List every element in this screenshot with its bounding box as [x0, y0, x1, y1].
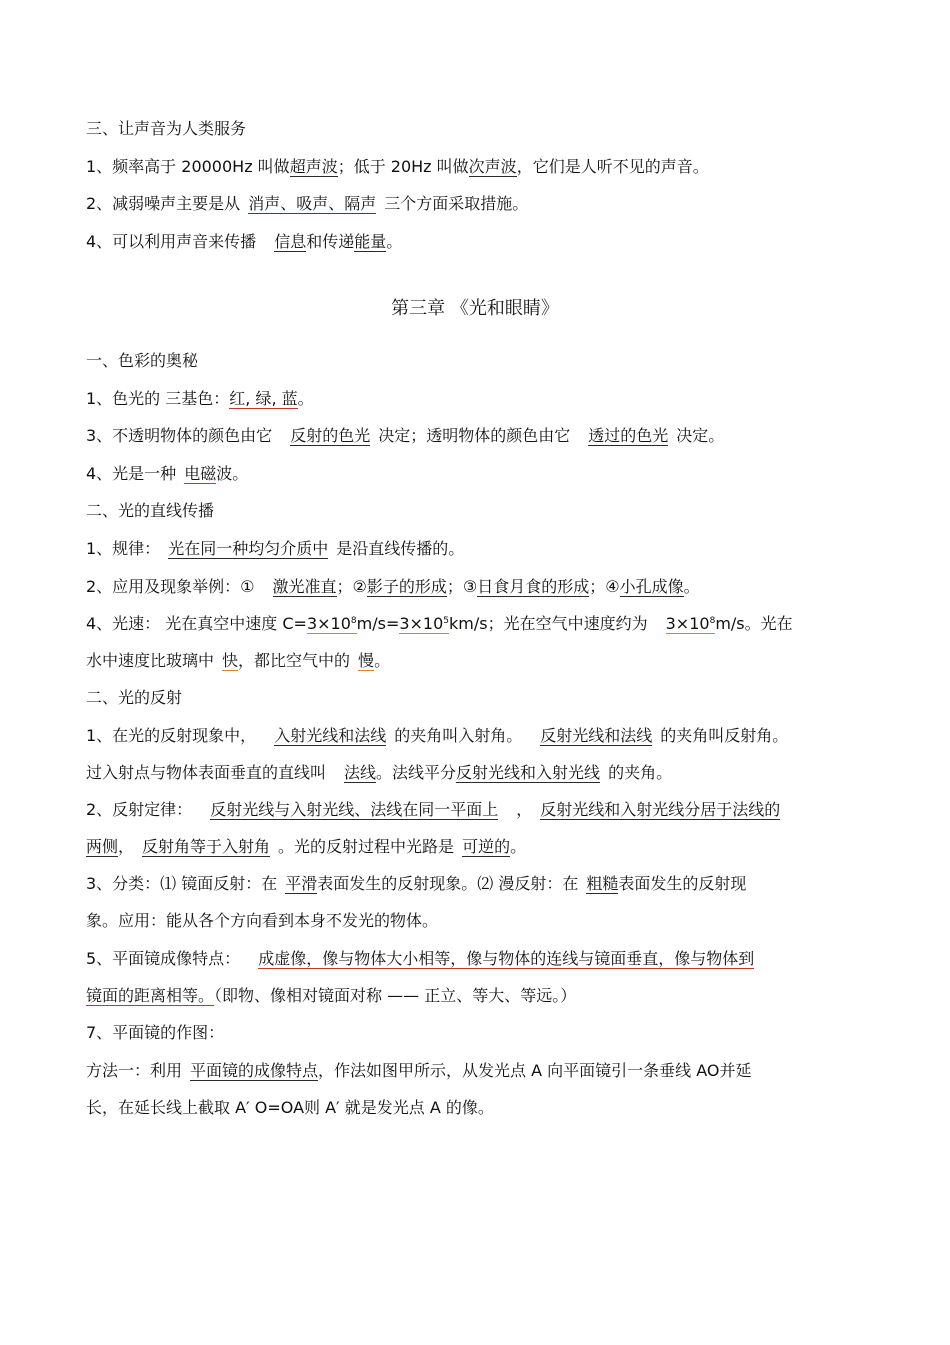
- answer-imaging-feature: 平面镜的成像特点: [190, 1061, 319, 1080]
- answer-uniform-medium: 光在同一种均匀介质中: [168, 539, 329, 558]
- answer-electromagnetic: 电磁: [184, 464, 217, 483]
- paragraph-diffuse-application: 象。应用：能从各个方向看到本身不发光的物体。: [86, 911, 439, 930]
- answer-virtual-image: 成虚像，像与物体大小相等，像与物体的连线与镜面垂直，像与物体到: [258, 949, 755, 968]
- paragraph-reflection-law-cont: 两侧， 反射角等于入射角 。光的反射过程中光路是 可逆的。: [86, 837, 527, 856]
- paragraph-normal: 过入射点与物体表面垂直的直线叫 法线。法线平分反射光线和入射光线 的夹角。: [86, 763, 673, 782]
- answer-smooth: 平滑: [285, 874, 318, 893]
- answer-speed-air: $3\times 10^8$: [665, 614, 716, 633]
- answer-normal: 法线: [344, 763, 377, 782]
- answer-energy: 能量: [354, 232, 387, 251]
- paragraph-mirror-image: 5、平面镜成像特点： 成虚像，像与物体大小相等，像与物体的连线与镜面垂直，像与物体到: [86, 949, 755, 968]
- answer-slow: 慢: [358, 651, 375, 670]
- paragraph-noise-reduction: 2、减弱噪声主要是从 消声、吸声、隔声 三个方面采取措施。: [86, 194, 529, 213]
- answer-pinhole: 小孔成像: [619, 577, 684, 596]
- answer-reversible: 可逆的: [462, 837, 511, 856]
- paragraph-mirror-image-cont: 镜面的距离相等。（即物、像相对镜面对称 —— 正立、等大、等远。）: [86, 986, 577, 1005]
- paragraph-method-one: 方法一：利用 平面镜的成像特点，作法如图甲所示，从发光点 A 向平面镜引一条垂线 AO并延: [86, 1061, 752, 1080]
- answer-speed-vacuum-ms: $3\times 10^8$: [306, 614, 357, 633]
- paragraph-applications: 2、应用及现象举例：① 激光准直；②影子的形成；③日食月食的形成；④小孔成像。: [86, 577, 700, 596]
- section-heading-reflection: 二、光的反射: [86, 688, 183, 707]
- paragraph-electromagnetic: 4、光是一种 电磁波。: [86, 464, 249, 483]
- answer-infrasound: 次声波: [468, 157, 517, 176]
- paragraph-reflection-types: 3、分类：⑴ 镜面反射：在 平滑表面发生的反射现象。⑵ 漫反射：在 粗糙表面发生的反射现: [86, 874, 747, 893]
- paragraph-ultrasound: 1、频率高于 20000Hz 叫做超声波；低于 20Hz 叫做次声波，它们是人听不见的声音。: [86, 157, 709, 176]
- answer-opposite-sides: 反射光线和入射光线分居于法线的: [540, 800, 781, 819]
- answer-eclipse: 日食月食的形成: [477, 577, 590, 596]
- answer-coplanar: 反射光线与入射光线、法线在同一平面上: [210, 800, 499, 819]
- answer-noise-methods: 消声、吸声、隔声: [248, 194, 377, 213]
- paragraph-speed-comparison: 水中速度比玻璃中 快，都比空气中的 慢。: [86, 651, 391, 670]
- section-heading-straight-line: 二、光的直线传播: [86, 501, 215, 520]
- paragraph-primary-colors: 1、色光的 三基色：红, 绿, 蓝。: [86, 389, 314, 408]
- paragraph-light-speed: 4、光速： 光在真空中速度 $C=3\times 10^8m/s=3\times 10^5km/s$；光在空气中速度约为 $3\times 10^8m/s$。光在: [86, 614, 793, 633]
- section-heading-color: 一、色彩的奥秘: [86, 351, 199, 370]
- paragraph-sound-uses: 4、可以利用声音来传播 信息和传递能量。: [86, 232, 403, 251]
- answer-speed-vacuum-kms: $3\times 10^5$: [399, 614, 450, 633]
- paragraph-mirror-drawing: 7、平面镜的作图：: [86, 1023, 225, 1042]
- answer-equal-distance: 镜面的距离相等。: [86, 986, 215, 1005]
- paragraph-reflection-law: 2、反射定律： 反射光线与入射光线、法线在同一平面上 ， 反射光线和入射光线分居于法线的: [86, 800, 781, 819]
- answer-laser-alignment: 激光准直: [272, 577, 337, 596]
- chapter-title: 第三章 《光和眼睛》: [391, 298, 559, 319]
- answer-primary-colors: 红, 绿, 蓝: [229, 389, 298, 408]
- answer-information: 信息: [274, 232, 307, 251]
- answer-reflection-angle: 反射光线和法线: [540, 726, 653, 745]
- answer-transmitted-color: 透过的色光: [588, 426, 669, 445]
- answer-both-sides: 两侧: [86, 837, 119, 856]
- answer-shadow: 影子的形成: [366, 577, 447, 596]
- paragraph-object-color: 3、不透明物体的颜色由它 反射的色光 决定；透明物体的颜色由它 透过的色光 决定。: [86, 426, 725, 445]
- paragraph-method-one-cont: 长，在延长线上截取 A′ O=OA则 A′ 就是发光点 A 的像。: [86, 1098, 494, 1117]
- answer-bisected-angle: 反射光线和入射光线: [456, 763, 601, 782]
- answer-rough: 粗糙: [586, 874, 619, 893]
- answer-equal-angles: 反射角等于入射角: [142, 837, 271, 856]
- section-heading-sound-service: 三、让声音为人类服务: [86, 119, 247, 138]
- answer-ultrasound: 超声波: [289, 157, 338, 176]
- paragraph-propagation-law: 1、规律： 光在同一种均匀介质中 是沿直线传播的。: [86, 539, 465, 558]
- answer-fast: 快: [222, 651, 239, 670]
- answer-reflected-color: 反射的色光: [290, 426, 371, 445]
- answer-incidence-angle: 入射光线和法线: [274, 726, 387, 745]
- paragraph-angles: 1、在光的反射现象中， 入射光线和法线 的夹角叫入射角。 反射光线和法线 的夹角叫反射角。: [86, 726, 789, 745]
